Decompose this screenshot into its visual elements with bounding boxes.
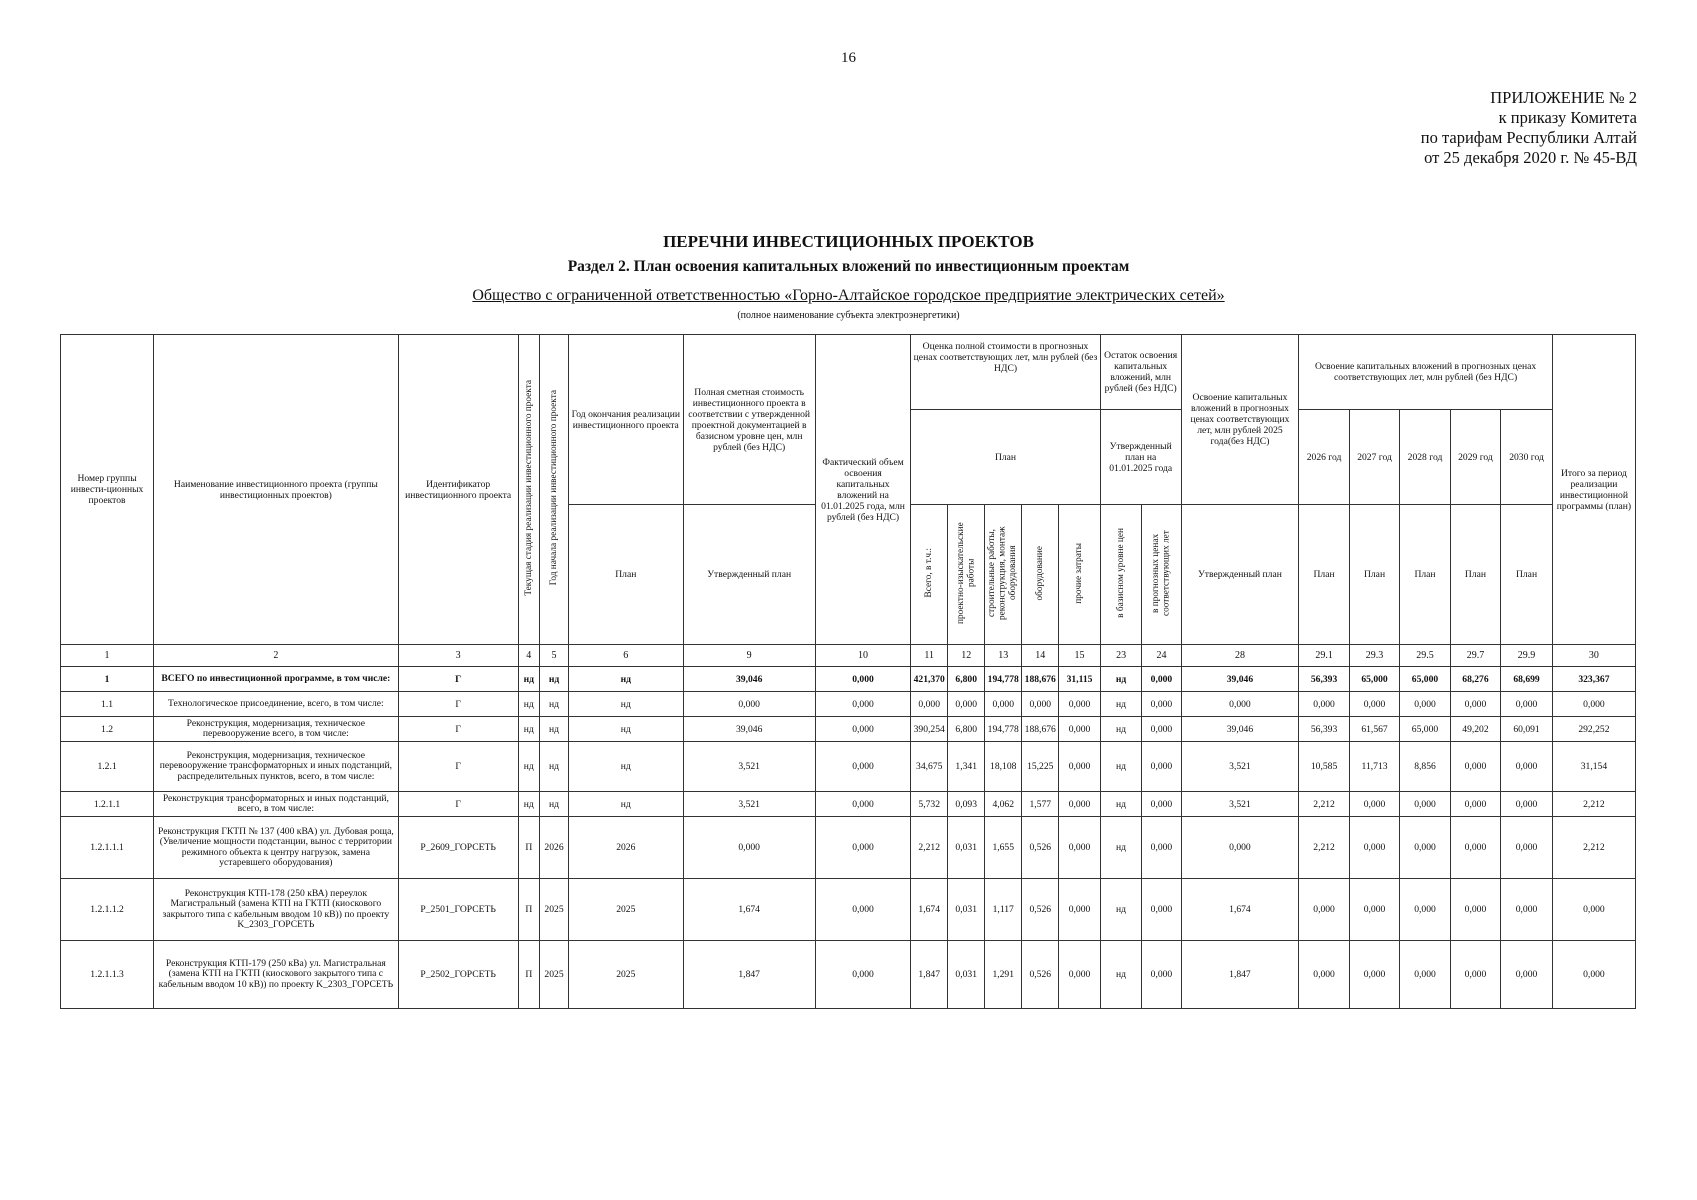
- table-cell: 1,655: [985, 817, 1022, 879]
- table-cell: 2025: [539, 879, 568, 941]
- column-number-cell: 9: [683, 645, 815, 667]
- table-cell: Г: [398, 792, 518, 817]
- table-cell: 2,212: [911, 817, 948, 879]
- table-cell: 2,212: [1299, 817, 1349, 879]
- table-cell: 194,778: [985, 667, 1022, 692]
- table-cell: 3,521: [1181, 792, 1299, 817]
- project-name-cell: Реконструкция КТП-178 (250 кВА) переулок Магистральный (замена КТП на ГКТП (киоскового закрытого типа с кабельным вводом 10 кВ)) по проекту K_2303_ГОРСЕТЬ: [154, 879, 399, 941]
- column-number-cell: 24: [1142, 645, 1181, 667]
- column-number-cell: 5: [539, 645, 568, 667]
- hdr-end-year: Год окончания реализации инвестиционного проекта: [569, 335, 683, 505]
- table-cell: 1,117: [985, 879, 1022, 941]
- table-cell: 0,093: [948, 792, 985, 817]
- table-cell: 1,674: [911, 879, 948, 941]
- table-cell: P_2502_ГОРСЕТЬ: [398, 941, 518, 1009]
- table-cell: нд: [569, 667, 683, 692]
- table-cell: 0,000: [1349, 692, 1399, 717]
- table-cell: 34,675: [911, 742, 948, 792]
- table-cell: 0,000: [1450, 692, 1500, 717]
- table-cell: 1,847: [683, 941, 815, 1009]
- table-cell: 2025: [539, 941, 568, 1009]
- hdr-sub-plan: План: [569, 505, 683, 645]
- table-row: [61, 817, 1636, 879]
- table-cell: нд: [539, 742, 568, 792]
- table-cell: 0,000: [1552, 692, 1635, 717]
- table-cell: 0,000: [1299, 879, 1349, 941]
- column-number-cell: 29.5: [1400, 645, 1450, 667]
- table-cell: нд: [569, 692, 683, 717]
- column-number-cell: 14: [1022, 645, 1059, 667]
- hdr-total-period: Итого за период реализации инвестиционной программы (план): [1552, 335, 1635, 645]
- table-row: [61, 879, 1636, 941]
- table-cell: 0,000: [1059, 742, 1101, 792]
- table-cell: 1: [61, 667, 154, 692]
- hdr-year-2030: 2030 год: [1501, 410, 1553, 505]
- table-cell: 323,367: [1552, 667, 1635, 692]
- table-cell: 0,000: [1552, 879, 1635, 941]
- hdr-project-name: Наименование инвестиционного проекта (группы инвестиционных проектов): [154, 335, 399, 645]
- table-cell: 18,108: [985, 742, 1022, 792]
- table-cell: 56,393: [1299, 717, 1349, 742]
- table-cell: 0,000: [1400, 792, 1450, 817]
- table-cell: 2026: [569, 817, 683, 879]
- table-cell: 1,577: [1022, 792, 1059, 817]
- table-cell: 1.2.1.1.2: [61, 879, 154, 941]
- table-cell: 39,046: [1181, 667, 1299, 692]
- hdr-sub-other: [1059, 505, 1101, 645]
- project-name-cell: Реконструкция ГКТП № 137 (400 кВА) ул. Дубовая роща, (Увеличение мощности подстанции, вынос с территории режимного объекта к центру нагрузок, замена устаревшего оборудования): [154, 817, 399, 879]
- table-cell: 0,000: [1142, 792, 1181, 817]
- table-cell: нд: [1100, 667, 1142, 692]
- table-cell: нд: [1100, 692, 1142, 717]
- table-cell: 3,521: [683, 792, 815, 817]
- table-cell: 188,676: [1022, 667, 1059, 692]
- hdr-sub-construction-text: строительные работы, реконструкция, монтаж оборудования: [987, 526, 1019, 620]
- table-cell: 0,000: [1450, 879, 1500, 941]
- table-cell: 0,000: [1450, 817, 1500, 879]
- table-cell: 0,000: [1142, 742, 1181, 792]
- column-numbers-row: [61, 645, 1636, 667]
- table-cell: 65,000: [1400, 667, 1450, 692]
- table-cell: 49,202: [1450, 717, 1500, 742]
- table-cell: 0,000: [911, 692, 948, 717]
- hdr-project-id: Идентификатор инвестиционного проекта: [398, 335, 518, 645]
- table-cell: 0,000: [1501, 692, 1553, 717]
- table-row: [61, 792, 1636, 817]
- hdr-group-number: Номер группы инвести-ционных проектов: [61, 335, 154, 645]
- hdr-sub-plan-2028: План: [1400, 505, 1450, 645]
- hdr-sub-plan-2026: План: [1299, 505, 1349, 645]
- project-name-cell: Реконструкция, модернизация, техническое перевооружение трансформаторных и иных подстанций, распределительных пунктов, всего, в том числе:: [154, 742, 399, 792]
- hdr-sub-survey-text: проектно-изыскательские работы: [955, 522, 977, 624]
- table-cell: 39,046: [683, 667, 815, 692]
- table-cell: 0,526: [1022, 879, 1059, 941]
- table-cell: нд: [569, 717, 683, 742]
- table-cell: 61,567: [1349, 717, 1399, 742]
- table-cell: 0,000: [1552, 941, 1635, 1009]
- page-number: 16: [841, 50, 856, 66]
- project-name-cell: Реконструкция трансформаторных и иных подстанций, всего, в том числе:: [154, 792, 399, 817]
- table-cell: нд: [1100, 879, 1142, 941]
- table-cell: П: [518, 817, 539, 879]
- hdr-start-year-text: Год начала реализации инвестиционного проекта: [548, 390, 559, 586]
- table-cell: 1,847: [1181, 941, 1299, 1009]
- table-cell: 15,225: [1022, 742, 1059, 792]
- table-cell: 1.2: [61, 717, 154, 742]
- document-title: ПЕРЕЧНИ ИНВЕСТИЦИОННЫХ ПРОЕКТОВ: [663, 232, 1034, 251]
- column-number-cell: 11: [911, 645, 948, 667]
- table-cell: 2,212: [1552, 817, 1635, 879]
- table-cell: 0,000: [815, 717, 910, 742]
- table-row: [61, 742, 1636, 792]
- table-cell: 10,585: [1299, 742, 1349, 792]
- hdr-stage: [518, 335, 539, 645]
- table-cell: нд: [518, 717, 539, 742]
- table-cell: 0,000: [1400, 692, 1450, 717]
- table-cell: 0,000: [1501, 817, 1553, 879]
- table-cell: 65,000: [1400, 717, 1450, 742]
- table-cell: 0,000: [1450, 792, 1500, 817]
- table-cell: 292,252: [1552, 717, 1635, 742]
- table-cell: 0,000: [1022, 692, 1059, 717]
- table-cell: 0,000: [1059, 817, 1101, 879]
- table-cell: 0,000: [1181, 692, 1299, 717]
- table-cell: 0,031: [948, 879, 985, 941]
- section-subtitle: Раздел 2. План освоения капитальных вложений по инвестиционным проектам: [567, 258, 1130, 275]
- table-cell: 4,062: [985, 792, 1022, 817]
- appendix-line-3: по тарифам Республики Алтай: [1420, 128, 1637, 147]
- table-cell: нд: [1100, 817, 1142, 879]
- column-number-cell: 6: [569, 645, 683, 667]
- table-cell: 31,115: [1059, 667, 1101, 692]
- table-cell: 3,521: [683, 742, 815, 792]
- hdr-sub-base-prices-text: в базисном уровне цен: [1115, 528, 1126, 618]
- table-cell: 1,674: [683, 879, 815, 941]
- table-cell: нд: [518, 742, 539, 792]
- table-cell: 0,000: [1059, 792, 1101, 817]
- table-cell: 194,778: [985, 717, 1022, 742]
- table-cell: нд: [518, 667, 539, 692]
- table-row: [61, 717, 1636, 742]
- hdr-sub-construction: [985, 505, 1022, 645]
- hdr-sub-approved-plan-28: Утвержденный план: [1181, 505, 1299, 645]
- column-number-cell: 29.3: [1349, 645, 1399, 667]
- table-cell: 5,732: [911, 792, 948, 817]
- table-cell: 0,000: [1501, 941, 1553, 1009]
- table-cell: 6,800: [948, 667, 985, 692]
- hdr-sub-other-text: прочие затраты: [1074, 542, 1085, 604]
- table-cell: 56,393: [1299, 667, 1349, 692]
- hdr-full-cost: Полная сметная стоимость инвестиционного проекта в соответствии с утвержденной проектной документацией в базисном уровне цен, млн рублей (без НДС): [683, 335, 815, 505]
- table-cell: 2025: [569, 941, 683, 1009]
- table-cell: 0,000: [815, 667, 910, 692]
- table-cell: 188,676: [1022, 717, 1059, 742]
- table-cell: 0,000: [1059, 692, 1101, 717]
- table-cell: 31,154: [1552, 742, 1635, 792]
- table-cell: нд: [539, 692, 568, 717]
- column-number-cell: 4: [518, 645, 539, 667]
- table-cell: 0,000: [1142, 941, 1181, 1009]
- table-cell: 390,254: [911, 717, 948, 742]
- column-number-cell: 2: [154, 645, 399, 667]
- table-cell: 1.2.1: [61, 742, 154, 792]
- table-cell: 2,212: [1552, 792, 1635, 817]
- table-cell: 0,000: [1299, 692, 1349, 717]
- table-cell: 39,046: [1181, 717, 1299, 742]
- table-cell: 68,276: [1450, 667, 1500, 692]
- table-cell: Г: [398, 717, 518, 742]
- table-cell: нд: [518, 792, 539, 817]
- table-cell: 1,341: [948, 742, 985, 792]
- table-cell: 0,000: [815, 692, 910, 717]
- table-cell: нд: [569, 792, 683, 817]
- table-cell: Г: [398, 692, 518, 717]
- table-cell: 1,674: [1181, 879, 1299, 941]
- table-cell: 1.2.1.1.1: [61, 817, 154, 879]
- table-cell: нд: [1100, 717, 1142, 742]
- table-cell: 0,000: [1450, 742, 1500, 792]
- table-cell: 11,713: [1349, 742, 1399, 792]
- column-number-cell: 29.7: [1450, 645, 1500, 667]
- table-cell: П: [518, 879, 539, 941]
- hdr-sub-forecast-prices: [1142, 505, 1181, 645]
- table-cell: 0,000: [948, 692, 985, 717]
- organization-caption: (полное наименование субъекта электроэнергетики): [737, 310, 960, 321]
- table-cell: 0,000: [1349, 792, 1399, 817]
- table-cell: 2025: [569, 879, 683, 941]
- table-cell: 0,000: [1349, 817, 1399, 879]
- hdr-year-2029: 2029 год: [1450, 410, 1500, 505]
- table-cell: нд: [1100, 792, 1142, 817]
- table-cell: 3,521: [1181, 742, 1299, 792]
- project-name-cell: Технологическое присоединение, всего, в том числе:: [154, 692, 399, 717]
- hdr-sub-plan-2029: План: [1450, 505, 1500, 645]
- table-body: [61, 667, 1636, 1009]
- hdr-sub-total: [911, 505, 948, 645]
- table-cell: 0,526: [1022, 941, 1059, 1009]
- table-cell: 60,091: [1501, 717, 1553, 742]
- table-cell: 0,000: [1142, 879, 1181, 941]
- table-cell: 0,000: [1349, 879, 1399, 941]
- column-number-cell: 29.9: [1501, 645, 1553, 667]
- project-name-cell: ВСЕГО по инвестиционной программе, в том числе:: [154, 667, 399, 692]
- table-cell: 2026: [539, 817, 568, 879]
- column-number-cell: 10: [815, 645, 910, 667]
- table-cell: нд: [539, 717, 568, 742]
- table-row: [61, 692, 1636, 717]
- table-cell: 0,000: [1059, 879, 1101, 941]
- investment-table: [60, 334, 1636, 1009]
- hdr-year-2028: 2028 год: [1400, 410, 1450, 505]
- column-number-cell: 12: [948, 645, 985, 667]
- table-cell: нд: [569, 742, 683, 792]
- hdr-mastering-group: Освоение капитальных вложений в прогнозных ценах соответствующих лет, млн рублей (без НДС): [1299, 335, 1553, 410]
- table-cell: 0,000: [1400, 941, 1450, 1009]
- organization-name: [0, 287, 1697, 305]
- table-cell: нд: [1100, 941, 1142, 1009]
- table-cell: Г: [398, 667, 518, 692]
- table-cell: 0,000: [1299, 941, 1349, 1009]
- hdr-sub-forecast-prices-text: в прогнозных ценах соответствующих лет: [1150, 530, 1172, 616]
- hdr-estimate-group: Оценка полной стоимости в прогнозных ценах соответствующих лет, млн рублей (без НДС): [911, 335, 1101, 410]
- table-cell: 0,000: [1400, 817, 1450, 879]
- table-cell: 0,526: [1022, 817, 1059, 879]
- table-cell: 8,856: [1400, 742, 1450, 792]
- table-cell: 1.2.1.1.3: [61, 941, 154, 1009]
- table-cell: 0,000: [985, 692, 1022, 717]
- hdr-remainder-approved: Утвержденный план на 01.01.2025 года: [1100, 410, 1181, 505]
- appendix-block: [1421, 88, 1637, 168]
- hdr-sub-equipment-text: оборудование: [1035, 545, 1045, 601]
- appendix-line-2: к приказу Комитета: [1498, 108, 1637, 127]
- table-cell: 0,000: [815, 941, 910, 1009]
- table-cell: 1.1: [61, 692, 154, 717]
- table-cell: 0,000: [1501, 742, 1553, 792]
- table-cell: нд: [518, 692, 539, 717]
- table-cell: 0,000: [1142, 692, 1181, 717]
- table-cell: 0,000: [1400, 879, 1450, 941]
- table-row: [61, 941, 1636, 1009]
- hdr-mastering-2025: Освоение капитальных вложений в прогнозных ценах соответствующих лет, млн рублей 2025 года(без НДС): [1181, 335, 1299, 505]
- column-number-cell: 13: [985, 645, 1022, 667]
- hdr-year-2026: 2026 год: [1299, 410, 1349, 505]
- table-cell: нд: [539, 667, 568, 692]
- hdr-sub-total-text: Всего, в т.ч.:: [923, 548, 934, 598]
- table-cell: 0,000: [1142, 667, 1181, 692]
- hdr-year-2027: 2027 год: [1349, 410, 1399, 505]
- table-cell: 421,370: [911, 667, 948, 692]
- table-cell: 0,000: [815, 817, 910, 879]
- hdr-sub-base-prices: [1100, 505, 1142, 645]
- table-cell: 0,000: [683, 817, 815, 879]
- column-number-cell: 29.1: [1299, 645, 1349, 667]
- hdr-sub-approved-plan: Утвержденный план: [683, 505, 815, 645]
- table-cell: 0,000: [1501, 792, 1553, 817]
- table-cell: 6,800: [948, 717, 985, 742]
- project-name-cell: Реконструкция КТП-179 (250 кВа) ул. Магистральная (замена КТП на ГКТП (киоскового закрытого типа с кабельным вводом 10 кВ)) по проекту K_2303_ГОРСЕТЬ: [154, 941, 399, 1009]
- appendix-line-4: от 25 декабря 2020 г. № 45-ВД: [1424, 148, 1637, 167]
- hdr-start-year: [539, 335, 568, 645]
- table-cell: 39,046: [683, 717, 815, 742]
- table-cell: нд: [1100, 742, 1142, 792]
- hdr-sub-plan-2030: План: [1501, 505, 1553, 645]
- column-number-cell: 3: [398, 645, 518, 667]
- table-cell: 65,000: [1349, 667, 1399, 692]
- table-cell: P_2501_ГОРСЕТЬ: [398, 879, 518, 941]
- table-cell: P_2609_ГОРСЕТЬ: [398, 817, 518, 879]
- table-cell: нд: [539, 792, 568, 817]
- organization-name-text: Общество с ограниченной ответственностью «Горно-Алтайское городское предприятие электрических сетей»: [472, 287, 1225, 304]
- project-name-cell: Реконструкция, модернизация, техническое перевооружение всего, в том числе:: [154, 717, 399, 742]
- hdr-sub-survey: [948, 505, 985, 645]
- table-cell: 0,000: [1349, 941, 1399, 1009]
- table-cell: 0,031: [948, 941, 985, 1009]
- hdr-sub-plan-2027: План: [1349, 505, 1399, 645]
- hdr-stage-text: Текущая стадия реализации инвестиционного проекта: [523, 380, 534, 596]
- table-cell: 0,000: [1450, 941, 1500, 1009]
- table-cell: 0,000: [1501, 879, 1553, 941]
- table-cell: П: [518, 941, 539, 1009]
- hdr-plan: План: [911, 410, 1101, 505]
- column-number-cell: 30: [1552, 645, 1635, 667]
- table-row: [61, 667, 1636, 692]
- table-cell: 0,000: [1142, 717, 1181, 742]
- table-cell: 0,000: [815, 792, 910, 817]
- table-cell: Г: [398, 742, 518, 792]
- table-cell: 0,000: [815, 742, 910, 792]
- table-cell: 0,000: [683, 692, 815, 717]
- appendix-line-1: ПРИЛОЖЕНИЕ № 2: [1490, 88, 1637, 107]
- column-number-cell: 23: [1100, 645, 1142, 667]
- table-cell: 68,699: [1501, 667, 1553, 692]
- table-cell: 0,000: [1059, 941, 1101, 1009]
- table-cell: 0,000: [1059, 717, 1101, 742]
- table-cell: 0,000: [815, 879, 910, 941]
- column-number-cell: 1: [61, 645, 154, 667]
- table-cell: 1.2.1.1: [61, 792, 154, 817]
- hdr-actual-volume: Фактический объем освоения капитальных вложений на 01.01.2025 года, млн рублей (без НДС): [815, 335, 910, 645]
- hdr-remainder-group: Остаток освоения капитальных вложений, млн рублей (без НДС): [1100, 335, 1181, 410]
- table-cell: 0,000: [1181, 817, 1299, 879]
- table-cell: 2,212: [1299, 792, 1349, 817]
- table-cell: 1,847: [911, 941, 948, 1009]
- column-number-cell: 15: [1059, 645, 1101, 667]
- table-cell: 0,031: [948, 817, 985, 879]
- table-cell: 1,291: [985, 941, 1022, 1009]
- table-cell: 0,000: [1142, 817, 1181, 879]
- hdr-sub-equipment: [1022, 505, 1059, 645]
- column-number-cell: 28: [1181, 645, 1299, 667]
